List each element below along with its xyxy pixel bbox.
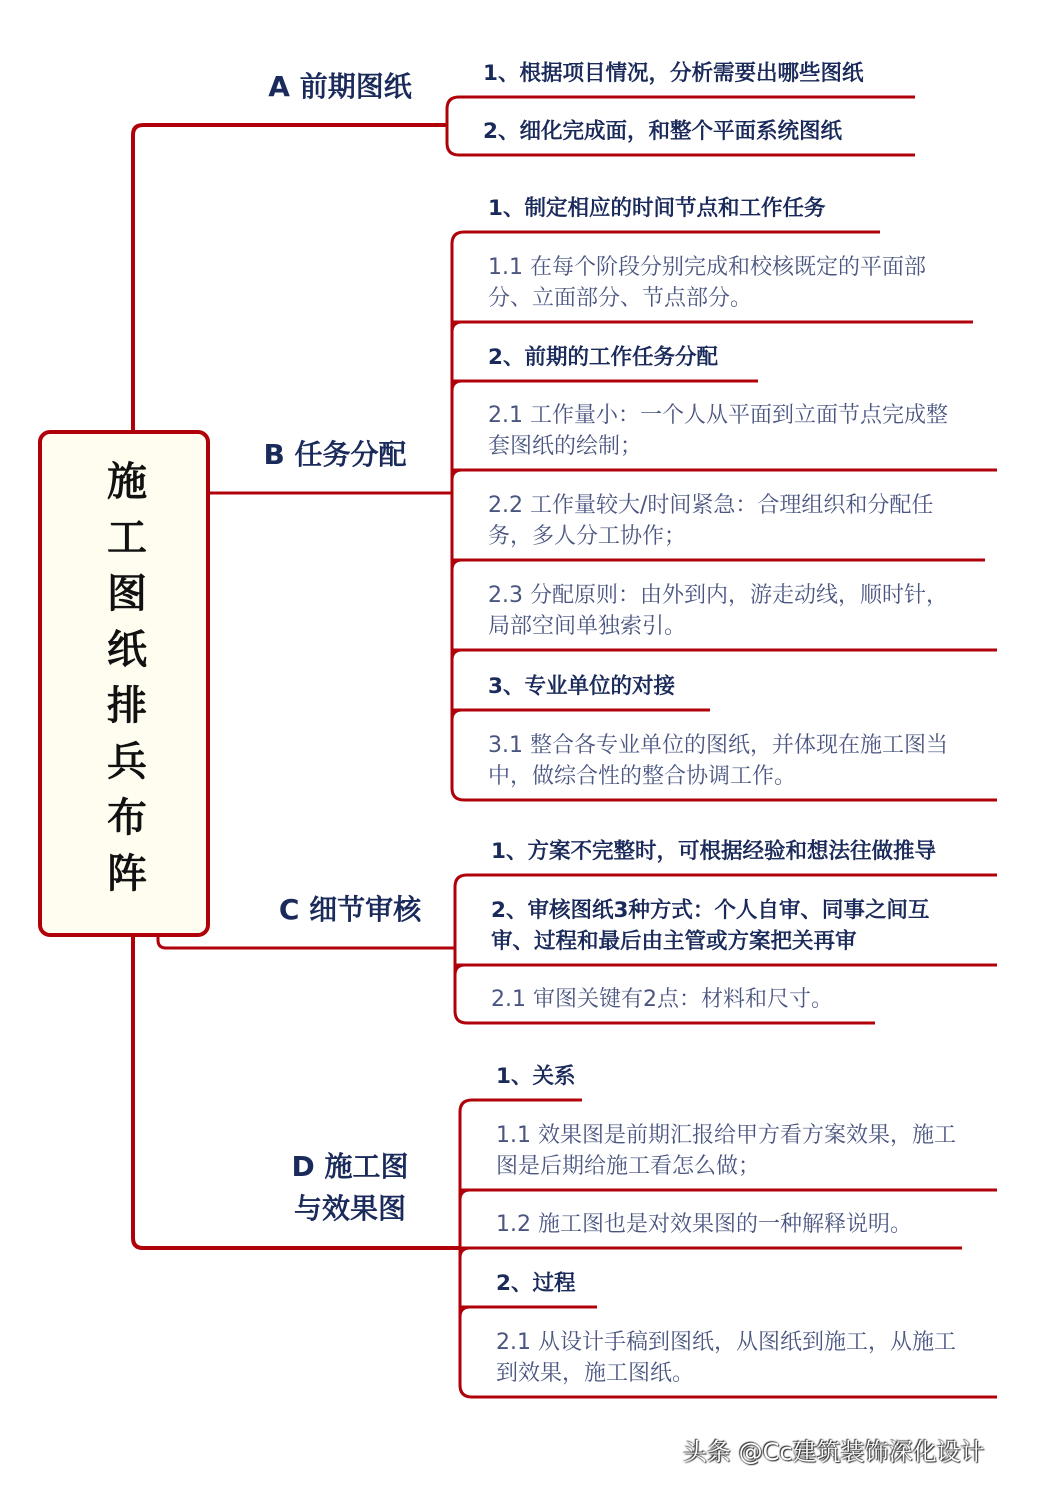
leaf-text[interactable]: 2.1 从设计手稿到图纸，从图纸到施工，从施工 到效果，施工图纸。: [496, 1330, 956, 1386]
leaf-underline: [452, 470, 997, 480]
leaf-text[interactable]: 2.3 分配原则：由外到内，游走动线，顺时针， 局部空间单独索引。: [488, 583, 948, 639]
leaf-underline: [460, 1190, 997, 1200]
leaf-heading[interactable]: 2、前期的工作任务分配: [488, 345, 718, 370]
branch-label-d[interactable]: D 施工图 与效果图: [291, 1150, 409, 1225]
leaf-text[interactable]: 2.1 工作量小：一个人从平面到立面节点完成整 套图纸的绘制；: [488, 403, 948, 459]
leaf-heading[interactable]: 3、专业单位的对接: [488, 674, 675, 699]
branch-label-b[interactable]: B 任务分配: [263, 438, 407, 471]
leaf-underline: [460, 1248, 962, 1258]
leaf-text[interactable]: 2.2 工作量较大/时间紧急：合理组织和分配任 务，多人分工协作；: [488, 493, 934, 549]
leaf-text[interactable]: 1.1 在每个阶段分别完成和校核既定的平面部 分、立面部分、节点部分。: [488, 255, 926, 311]
central-topic-title: 施工图纸排兵布阵: [100, 459, 147, 908]
leaf-heading[interactable]: 2、过程: [496, 1271, 576, 1296]
leaf-heading[interactable]: 2、审核图纸3种方式：个人自审、同事之间互 审、过程和最后由主管或方案把关再审: [491, 898, 930, 954]
leaf-underline: [452, 710, 710, 720]
branch-c-line: [158, 935, 455, 948]
branch-label-c[interactable]: C 细节审核: [278, 893, 422, 926]
branch-label-a[interactable]: A 前期图纸: [268, 70, 412, 103]
watermark: 头条 @Cc建筑装饰深化设计: [683, 1438, 985, 1466]
leaf-underline: [452, 381, 758, 391]
leaf-underline: [452, 560, 985, 570]
leaf-underline: [455, 965, 997, 975]
leaf-heading[interactable]: 1、关系: [496, 1064, 576, 1089]
leaf-heading[interactable]: 2、细化完成面，和整个平面系统图纸: [483, 119, 842, 144]
leaf-underline: [452, 322, 973, 332]
leaf-text[interactable]: 2.1 审图关键有2点：材料和尺寸。: [491, 987, 833, 1012]
central-topic[interactable]: [38, 430, 210, 937]
leaf-text[interactable]: 1.2 施工图也是对效果图的一种解释说明。: [496, 1212, 912, 1237]
leaf-underline: [460, 1307, 597, 1317]
leaf-heading[interactable]: 1、根据项目情况，分析需要出哪些图纸: [483, 61, 864, 86]
leaf-heading[interactable]: 1、方案不完整时，可根据经验和想法往做推导: [491, 839, 936, 864]
leaf-text[interactable]: 3.1 整合各专业单位的图纸，并体现在施工图当 中，做综合性的整合协调工作。: [488, 733, 948, 789]
leaf-text[interactable]: 1.1 效果图是前期汇报给甲方看方案效果，施工 图是后期给施工看怎么做；: [496, 1123, 956, 1179]
leaf-heading[interactable]: 1、制定相应的时间节点和工作任务: [488, 196, 826, 221]
leaf-underline: [452, 650, 997, 660]
